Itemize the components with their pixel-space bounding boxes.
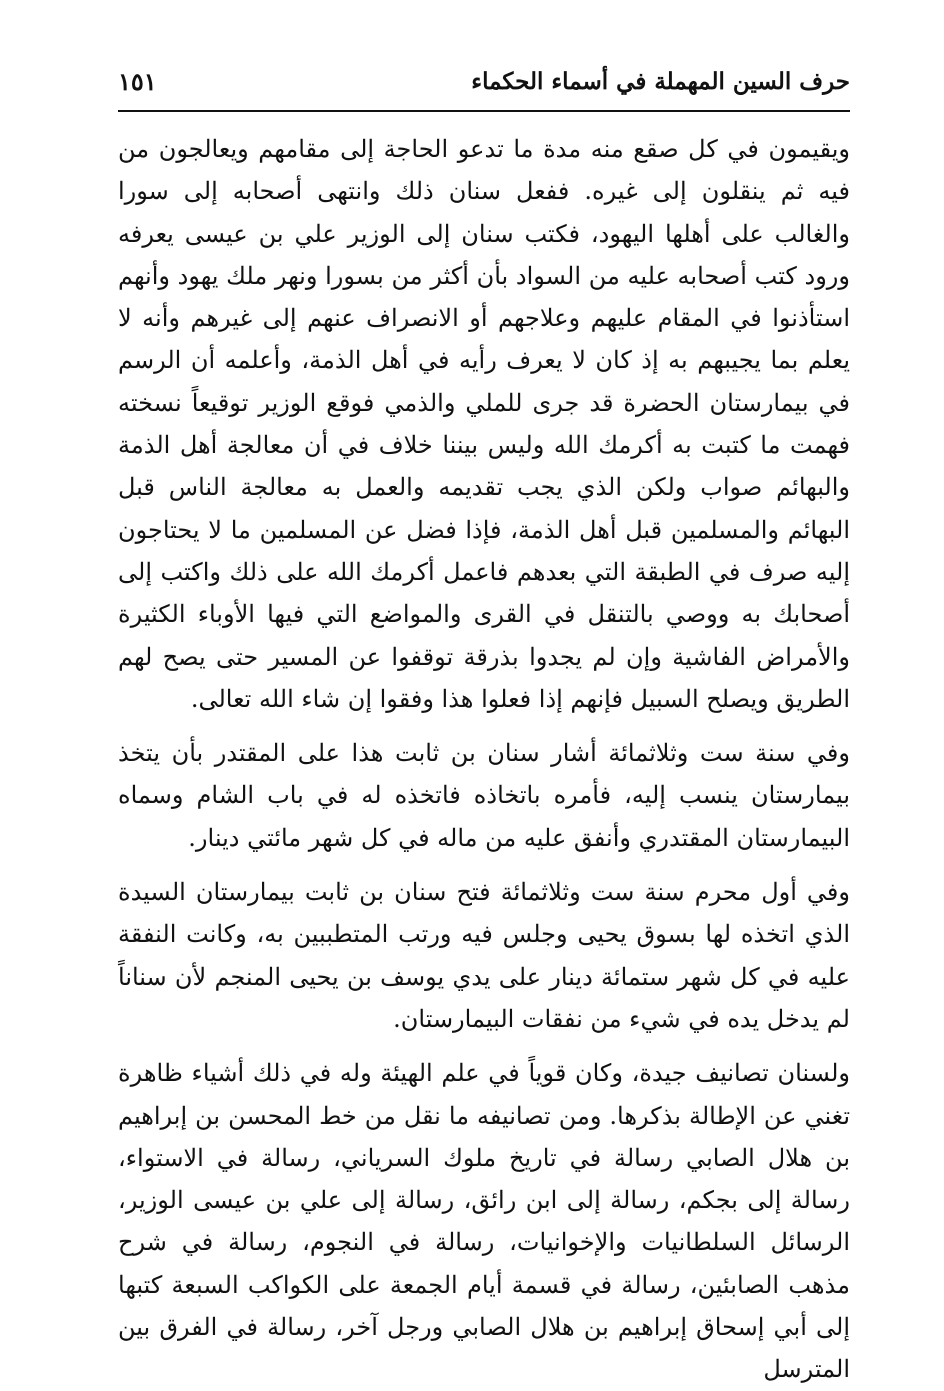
running-title: حرف السين المهملة في أسماء الحكماء bbox=[471, 67, 850, 95]
paragraph-3: وفي أول محرم سنة ست وثلاثمائة فتح سنان بن ثابت بيمارستان السيدة الذي اتخذه لها بسوق يحيى وجلس فيه ورتب المتطببين به، وكانت النفقة عليه في كل شهر ستمائة دينار على يدي يوسف بن يحيى المنجم لأن سناناً لم يدخل يده في شيء من نفقات البيمارستان. bbox=[118, 878, 850, 1033]
paragraph-1: ويقيمون في كل صقع منه مدة ما تدعو الحاجة إلى مقامهم ويعالجون من فيه ثم ينقلون إلى غيره. ففعل سنان ذلك وانتهى أصحابه إلى سورا والغالب على أهلها اليهود، فكتب سنان إلى الوزير علي بن عيسى يعرفه ورود كتب أصحابه عليه من السواد بأن أكثر من بسورا ونهر ملك يهود وأنهم استأذنوا في المقام عليهم وعلاجهم أو الانصراف عنهم إلى غيرهم وأنه لا يعلم بما يجيبهم به إذ كان لا يعرف رأيه في أهل الذمة، وأعلمه أن الرسم في بيمارستان الحضرة قد جرى للملي والذمي فوقع الوزير توقيعاً نسخته فهمت ما كتبت به أكرمك الله وليس بيننا خلاف في أن معالجة أهل الذمة والبهائم صواب ولكن الذي يجب تقديمه والعمل به معالجة الناس قبل البهائم والمسلمين قبل أهل الذمة، فإذا فضل عن المسلمين ما لا يحتاجون إليه صرف في الطبقة التي بعدهم فاعمل أكرمك الله على ذلك واكتب إلى أصحابك به ووصي بالتنقل في القرى والمواضع التي فيها الأوباء الكثيرة والأمراض الفاشية وإن لم يجدوا بذرقة توقفوا عن المسير حتى يصح لهم الطريق ويصلح السبيل فإنهم إذا فعلوا هذا وفقوا إن شاء الله تعالى. bbox=[118, 135, 851, 713]
header-divider bbox=[118, 110, 850, 112]
page-number: ١٥١ bbox=[118, 66, 157, 96]
page-header bbox=[118, 58, 850, 104]
paragraph-2: وفي سنة ست وثلاثمائة أشار سنان بن ثابت هذا على المقتدر بأن يتخذ بيمارستان ينسب إليه، فأمره باتخاذه فاتخذه له في باب الشام وسماه البيمارستان المقتدري وأنفق عليه من ماله في كل شهر مائتي دينار. bbox=[118, 739, 850, 852]
paragraph-4: ولسنان تصانيف جيدة، وكان قوياً في علم الهيئة وله في ذلك أشياء ظاهرة تغني عن الإطالة بذكرها. ومن تصانيفه ما نقل من خط المحسن بن إبراهيم بن هلال الصابي رسالة في تاريخ ملوك السرياني، رسالة في الاستواء، رسالة إلى بجكم، رسالة إلى ابن رائق، رسالة إلى علي بن عيسى الوزير، الرسائل السلطانيات والإخوانيات، رسالة في النجوم، رسالة في شرح مذهب الصابئين، رسالة في قسمة أيام الجمعة على الكواكب السبعة كتبها إلى أبي إسحاق إبراهيم بن هلال الصابي ورجل آخر، رسالة في الفرق بين المترسل bbox=[118, 1059, 851, 1384]
body-text bbox=[118, 128, 850, 1391]
